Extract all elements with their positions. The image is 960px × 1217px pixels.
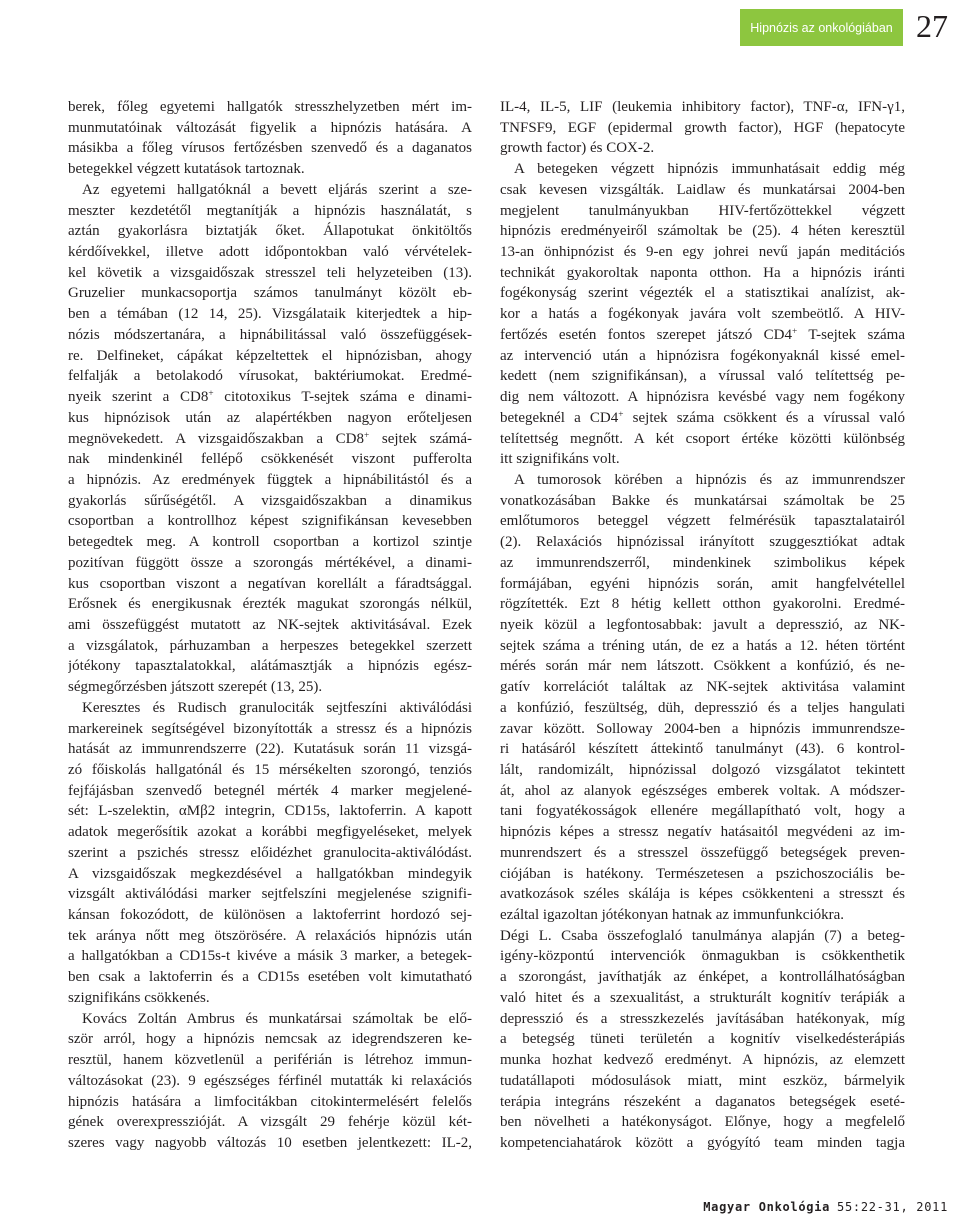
text-line: depresszió és a stresszkezelés javításában hatékonyak, míg [500,1010,905,1027]
text-line: a konfúzió, feszültség, düh, depresszió és a teljes hangulati [500,699,905,716]
text-line: itt szignifikáns volt. [500,451,620,468]
text-segment: sejtek számá- [369,430,472,447]
text-line: resztül, hanem közvetlenül a periférián is létrehoz immun- [68,1052,472,1069]
text-line: kompetenciahatárok között a gyógyító team minden tagja [500,1134,905,1151]
paragraph [68,698,472,1009]
text-line: szerint a pszichés stressz előidézhet granulocita-aktiválódást. [68,844,472,861]
text-line: (2). Relaxációs hipnózissal irányított szuggesztiókat adtak [500,534,905,551]
text-line: ezáltal igazoltan jótékonyan hatnak az immunfunkciókra. [500,907,845,924]
text-line: gének overexpresszióját. A vizsgált 29 fehérje közül két- [68,1114,472,1131]
text-line: telítettség megnőtt. A két csoport értéke közötti különbség [500,430,905,447]
text-segment: megnövekedett. A vizsgaidőszakban a CD8 [68,430,364,447]
text-line: munrendszert és a stresszel összefüggő betegségek preven- [500,844,905,861]
text-line: ciójában is hatékony. Természetesen a pszichoszociális be- [500,865,905,882]
text-line: a hipnózis. Az eredmények függtek a hipnábilitástól és a [68,471,472,488]
journal-citation: 55:22-31, 2011 [837,1200,948,1214]
text-line: a hallgatókban a CD15s-t kivéve a másik 3 marker, a betegek- [68,948,472,965]
text-line: kor a hatás a fogékonyak javára volt szembeötlő. A HIV- [500,306,905,323]
paragraph [68,97,472,180]
text-line: csak kevesen vizsgálták. Laidlaw és munkatársai 2004-ben [500,181,905,198]
text-line: sét: L-szelektin, αMβ2 integrin, CD15s, laktoferrin. A kapott [68,803,472,820]
text-segment: T-sejtek száma [797,326,905,343]
text-line: felfalják a betolakodó vírusokat, baktériumokat. Eredmé- [68,368,472,385]
text-line: munmutatóinak változását figyelik a hipnózis hatására. A [68,119,472,136]
text-line: tek aránya nőtt meg ötszörösére. A relaxációs hipnózis után [68,927,472,944]
text-line: aztán gyakorlásra biztatják őket. Állapotukat önkitöltős [68,223,472,240]
text-line: tudatállapoti módosulások miatt, mint eszköz, bármelyik [500,1072,905,1089]
text-line: adatok megerősítik azokat a korábbi megfigyeléseket, melyek [68,824,472,841]
text-line: a szorongást, javíthatják az énképet, a kontrollálhatóságban [500,969,905,986]
superscript: + [791,327,798,338]
paragraph [68,180,472,698]
text-line: szeres vagy nagyobb változás 10 esetben jelentkezett: IL-2, [68,1134,472,1151]
text-line: gatív korrelációt találtak az NK-sejtek aktivitása valamint [500,679,905,696]
superscript: + [618,410,624,421]
text-line: Keresztes és Rudisch granulociták sejtfeszíni aktiválódási [82,699,472,716]
text-line: át, ahol az alanyok egészséges emberek voltak. A módszer- [500,782,905,799]
text-segment: sejtek száma csökkent és a vírussal való [623,409,905,426]
text-line: ri hatásáról készített áttekintő tanulmányt (43). 6 kontrol- [500,741,905,758]
text-line: a vizsgálatok, párhuzamban a herpeszes betegekkel szerzett [68,637,472,654]
text-line: Dégi L. Csaba összefoglaló tanulmánya alapján (7) a beteg- [500,927,905,944]
text-line: az intervenció után a hipnózisra fogékonyaknál kissé emel- [500,347,905,364]
text-line: nózis módszertanára, a hipnábilitással való összefüggések- [68,326,472,343]
text-line: ben növelheti a hatékonyságot. Előnye, hogy a megfelelő [500,1114,905,1131]
text-line: ami összefüggést mutatott az NK-sejtek aktivitásával. Ezek [68,616,472,633]
text-line: kus hipnózisok után az alapértékben nagyon erőteljesen [68,409,472,426]
text-line: jótékony tapasztalatokkal, alátámasztják a hipnózis egész- [68,658,472,675]
text-line: Erősnek és energikusnak érezték magukat szorongás nélkül, [68,596,472,613]
superscript: + [208,389,214,400]
text-line: tani fogyatékosságok ellenére megállapítható volt, hogy a [500,803,905,820]
text-line: kérdőívekkel, illetve adott időpontokban való vérvételek- [68,244,472,261]
text-line: betegedtek meg. A kontroll csoportban a kortizol szintje [68,534,472,551]
left-column [68,97,472,1154]
text-line: hipnózis eredményeiről számoltak be (25). 4 héten keresztül [500,223,905,240]
text-line: formájában, egyéni hipnózis során, amit hangfelvétellel [500,575,905,592]
text-line: megjelent tanulmányukban HIV-fertőzöttekkel végzett [500,202,905,219]
text-line: rögzítették. Ezt 8 hétig kellett otthon gyakorolni. Eredmé- [500,596,905,613]
text-line: Gruzelier munkacsoportja számos tanulmányt közölt eb- [68,285,472,302]
text-line: A betegeken végzett hipnózis immunhatásait eddig még [514,161,905,178]
text-line: IL-4, IL-5, LIF (leukemia inhibitory factor), TNF-α, IFN-γ1, [500,99,905,115]
text-line: munka hozhat kedvező eredményt. A hipnózis, az elemzett [500,1052,905,1069]
text-line: ben a témában (12 14, 25). Vizsgálataik kiterjedtek a hip- [68,306,472,323]
text-segment: nyeik szerint a CD8 [68,389,209,406]
text-line: ben csak a laktoferrin és a CD15s esetében volt kimutatható [68,969,472,986]
text-line [68,387,472,408]
text-line: fejfájásban szenvedő betegnél mérték 4 marker megjelené- [68,782,472,799]
paragraph [68,1009,472,1154]
text-line [500,325,905,346]
text-line: hatását az immunrendszerre (22). Kutatásuk során 11 vizsgá- [68,741,472,758]
text-line: szignifikáns csökkenés. [68,989,210,1006]
text-line: változásokat (23). 9 egészséges férfinél mutatták ki relaxációs [68,1072,472,1089]
text-line: nak mindenkinél fellépő csökkenését viszont pufferolta [68,451,472,468]
text-line: nyeik közül a legfontosabbak: javult a depresszió, az NK- [500,616,905,633]
text-line: growth factor) és COX-2. [500,140,655,157]
text-line: meszter kezdetétől megtanítják a hipnózis használatát, s [68,202,472,219]
text-line: vizsgált aktiválódási marker sejtfelszíni megjelenése szignifi- [68,886,472,903]
text-segment: fertőzés esetén fontos szerepet játszó CD4 [500,326,792,343]
text-line: kedett (nem szignifikánsan), a vírussal való telítettség pe- [500,368,905,385]
text-line: az immunrendszerről, mindenkinek szimbolikus képek [500,554,905,571]
text-line: re. Delfineket, cápákat képzeltettek el hipnózisban, ahogy [68,347,472,364]
text-line: zó főiskolás hallgatónál és 15 mérsékelten szorongó, tenziós [68,762,472,778]
text-line: betegekkel végzett kutatások tartoznak. [68,161,305,178]
text-line: lált, randomizált, hipnózissal dolgozó vizsgálatot tekintett [500,762,905,778]
text-line: ször arról, hogy a hipnózis nemcsak az idegrendszeren ke- [68,1031,472,1048]
text-line: fogékonyság szerint végezték el a statisztikai analízist, ak- [500,285,905,302]
text-line [500,408,905,429]
text-line: való hitet és a szexualitást, a strukturált kognitív terápiák a [500,989,905,1006]
text-line: csoportban a kontrollhoz képest szignifikánsan kevesebben [68,513,472,530]
text-line [68,429,472,450]
running-title: Hipnózis az onkológiában [750,20,893,35]
text-line: hipnózis hatására a limfocitákban citokintermelésért felelős [68,1093,472,1110]
paragraph [500,97,905,159]
text-segment: betegeknél a CD4 [500,409,619,426]
text-line: kus csoportban viszont a negatívan korellált a fáradtsággal. [68,575,472,592]
running-header-bar [740,9,903,46]
text-line: A vizsgaidőszak megkezdésével a hallgatókban mindegyik [68,865,472,882]
text-line: markereinek segítségével bizonyították a stressz és a hipnózis [68,720,472,737]
text-line: másikba a főleg vírusos fertőzésben szenvedő és a daganatos [68,140,472,157]
text-line: vonatkozásában Bakke és munkatársai számoltak be 25 [500,492,905,509]
text-line: kánsan fokozódott, de különösen a laktoferrint hordozó sej- [68,907,472,924]
text-line: technikát gyakoroltak naponta otthon. Ha a hipnózis iránti [500,264,905,281]
text-line: mérés során már nem látszott. Csökkent a konfúzió, és ne- [500,658,905,675]
text-line: berek, főleg egyetemi hallgatók stresszhelyzetben mért im- [68,99,472,115]
text-line: Kovács Zoltán Ambrus és munkatársai számoltak be elő- [82,1010,472,1027]
right-column [500,97,905,1154]
text-line: sejtek száma a tréning után, de ez a hatás a 12. héten történt [500,637,905,654]
text-line: pozitívan függött össze a szorongás mértékével, a dinami- [68,554,472,571]
journal-name: Magyar Onkológia [703,1200,831,1214]
text-line: emlőtumoros beteggel végzett felmérésük tapasztalatairól [500,513,905,530]
paragraph [500,159,905,470]
text-line: terápia integráns részeként a daganatos betegségek eseté- [500,1093,905,1110]
text-segment: citotoxikus T-sejtek száma e dinami- [213,389,472,406]
text-line: igény-központú intervenciók önmagukban is csökkenthetik [500,948,905,965]
text-line: Az egyetemi hallgatóknál a bevett eljárás szerint a sze- [82,181,472,198]
text-line: kel követik a vizsgaidőszak stresszel teli helyzeteiben (13). [68,264,472,281]
paragraph [500,926,905,1154]
text-line: avatkozások széles skálája is képes csökkenteni a stresszt és [500,886,905,903]
text-line: ségmegőrzésben játszott szerepét (13, 25). [68,679,323,696]
superscript: + [363,430,370,441]
text-line: A tumorosok körében a hipnózis és az immunrendszer [514,471,905,488]
text-line: dig nem változott. A hipnózisra kevésbé vagy nem fogékony [500,389,905,406]
page-number: 27 [916,8,948,44]
text-line: gyakorlás sűrűségétől. A vizsgaidőszakban a dinamikus [68,492,472,509]
text-line: 13-an önhipnózist és 9-en egy johrei nevű japán meditációs [500,244,905,261]
journal-footer [703,1199,948,1215]
text-line: TNFSF9, EGF (epidermal growth factor), HGF (hepatocyte [500,119,905,136]
text-line: hipnózis képes a stressz negatív hatásaitól megvédeni az im- [500,824,905,841]
text-line: a betegség tüneti területén a kognitív viselkedésterápiás [500,1031,905,1048]
text-line: zavar között. Solloway 2004-ben a hipnózis immunrendsze- [500,720,905,737]
paragraph [500,470,905,926]
